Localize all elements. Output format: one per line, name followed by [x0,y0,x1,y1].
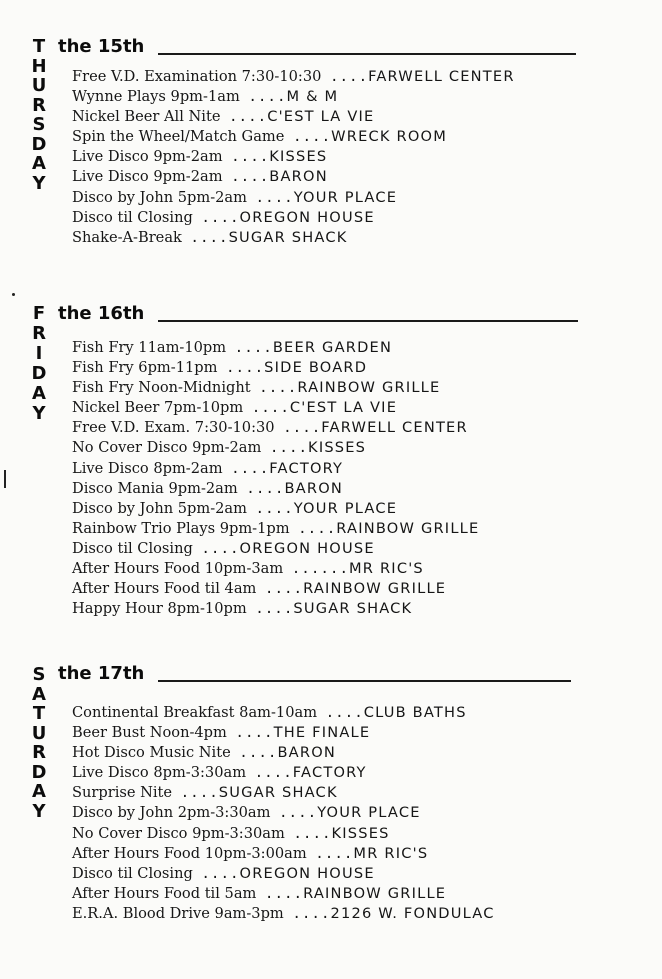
event-item [72,147,515,167]
event-dot-leader: .... [226,360,265,377]
event-venue: YOUR PLACE [317,804,421,822]
event-dot-leader: .... [269,440,309,457]
event-item [72,378,479,398]
event-item [72,703,495,723]
event-name: Beer Bust Noon-4pm [72,724,227,742]
thursday-letter: Y [32,172,46,194]
thursday-letter: T [32,36,46,57]
friday-letter: I [35,343,43,364]
event-dot-leader: .... [254,765,293,782]
event-venue: RAINBOW GRILLE [336,519,480,537]
event-name: E.R.A. Blood Drive 9am-3pm [72,904,284,922]
saturday-letter: U [31,722,47,744]
event-item [72,539,479,559]
event-item [72,208,515,228]
event-dot-leader: .... [255,500,294,517]
event-dot-leader: .... [283,420,322,437]
event-dot-leader: .... [234,340,273,356]
event-dot-leader: .... [251,400,290,417]
friday-letter: R [32,323,46,344]
event-name: No Cover Disco 9pm-3:30am [72,824,285,842]
event-name: Rainbow Trio Plays 9pm-1pm [72,519,290,537]
saturday-letter: Y [32,800,46,822]
event-venue: KISSES [269,148,328,166]
event-venue: RAINBOW GRILLE [297,379,441,397]
event-venue: YOUR PLACE [293,188,398,206]
event-venue: OREGON HOUSE [239,864,375,882]
event-venue: SUGAR SHACK [218,784,338,802]
event-dot-leader: .... [201,540,240,557]
event-item [72,499,479,519]
saturday-letter: A [32,781,46,802]
event-item [72,559,479,579]
event-dot-leader: .... [293,825,332,842]
event-name: Disco til Closing [72,864,193,882]
event-item [72,884,495,904]
event-name: Nickel Beer 7pm-10pm [72,399,244,417]
event-name: Live Disco 8pm-3:30am [72,764,247,782]
event-item [72,904,495,924]
event-name: Disco by John 5pm-2am [72,188,247,206]
event-dot-leader: .... [298,520,337,537]
event-venue: FARWELL CENTER [368,68,515,85]
saturday-letter: D [31,761,47,783]
event-item [72,418,479,438]
event-dot-leader: .... [231,149,270,166]
event-item [72,783,495,803]
event-item [72,188,515,208]
event-venue: BARON [269,168,328,186]
thursday-date: the 15th [58,36,145,57]
event-venue: SUGAR SHACK [293,600,413,618]
thursday-letter: D [31,133,47,155]
event-venue: BARON [277,744,336,762]
event-dot-leader: .... [279,805,318,822]
event-name: After Hours Food til 4am [72,580,257,598]
event-item [72,167,515,187]
event-name: Disco by John 5pm-2am [72,499,247,517]
thursday-letter: R [32,94,46,116]
event-name: Wynne Plays 9pm-1am [72,88,240,106]
event-name: Continental Breakfast 8am-10am [72,704,318,721]
event-name: No Cover Disco 9pm-2am [72,439,262,457]
event-dot-leader: .... [180,785,219,802]
friday-letter: D [31,363,47,384]
event-venue: RAINBOW GRILLE [303,884,447,902]
event-name: Live Disco 9pm-2am [72,168,223,186]
event-venue: 2126 W. FONDULAC [330,904,495,922]
event-name: Disco by John 2pm-3:30am [72,804,271,822]
event-venue: M & M [286,88,339,106]
friday-event-list [72,338,479,619]
event-dot-leader: .... [255,189,294,206]
friday-letter: Y [32,403,46,424]
event-item [72,479,479,499]
friday-letter: F [32,303,46,324]
thursday-event-list [72,67,515,248]
event-name: Disco til Closing [72,539,193,557]
event-item [72,398,479,418]
event-item [72,864,495,884]
saturday-vertical-label [28,665,50,821]
event-name: Fish Fry 11am-10pm [72,339,227,356]
event-name: Live Disco 9pm-2am [72,148,223,166]
event-item [72,358,479,378]
saturday-event-list [72,703,495,924]
event-dot-leader: .... [315,845,354,862]
thursday-vertical-label [28,37,50,193]
event-name: Fish Fry 6pm-11pm [72,359,218,377]
event-venue: CLUB BATHS [363,704,467,721]
friday-vertical-label [28,304,50,424]
event-venue: FACTORY [292,764,367,782]
event-item [72,338,479,358]
event-item [72,438,479,458]
event-dot-leader: .... [246,480,285,497]
thursday-letter: S [32,114,46,135]
event-dot-leader: .... [190,229,229,246]
event-item [72,844,495,864]
scan-speck [12,293,15,296]
event-name: Free V.D. Examination 7:30-10:30 [72,68,322,85]
event-name: Happy Hour 8pm-10pm [72,600,247,618]
event-dot-leader: .... [201,209,240,226]
event-item [72,127,515,147]
event-venue: MR RIC'S [353,844,429,862]
event-venue: YOUR PLACE [293,499,398,517]
event-name: Live Disco 8pm-2am [72,459,223,477]
thursday-letter: A [32,153,46,174]
saturday-heading [58,663,144,684]
friday-letter: A [32,383,46,404]
event-item [72,803,495,823]
saturday-date: the 17th [58,663,145,684]
event-dot-leader: .... [264,885,304,902]
event-name: After Hours Food 10pm-3:00am [72,844,307,862]
scan-speck [4,470,6,488]
event-name: Fish Fry Noon-Midnight [72,379,251,397]
event-dot-leader: .... [255,601,294,618]
event-dot-leader: .... [231,169,270,186]
event-venue: C'EST LA VIE [267,108,375,126]
event-name: Free V.D. Exam. 7:30-10:30 [72,419,275,437]
event-dot-leader: .... [292,129,332,146]
event-item [72,743,495,763]
event-venue: C'EST LA VIE [289,399,398,417]
saturday-letter: A [32,683,46,705]
friday-heading-rule [158,320,578,322]
event-dot-leader: .... [259,380,298,397]
event-item [72,519,479,539]
event-item [72,107,515,127]
event-venue: WRECK ROOM [331,128,448,146]
saturday-heading-rule [158,680,571,682]
event-name: Disco til Closing [72,208,193,226]
event-dot-leader: .... [325,705,364,721]
event-item [72,723,495,743]
event-dot-leader: .... [239,745,278,762]
event-item [72,824,495,844]
thursday-letter: H [31,55,47,77]
thursday-letter: U [31,75,47,96]
event-venue: KISSES [331,824,390,842]
saturday-letter: S [32,664,46,685]
event-venue: THE FINALE [273,724,371,742]
event-venue: MR RIC'S [349,560,424,578]
event-name: Hot Disco Music Nite [72,744,231,762]
event-item [72,459,479,479]
event-venue: FACTORY [269,459,344,477]
friday-date: the 16th [58,303,145,324]
event-name: Surprise Nite [72,784,173,802]
event-name: Nickel Beer All Nite [72,108,221,126]
saturday-letter: T [32,703,46,724]
event-item [72,579,479,599]
event-name: Shake-A-Break [72,228,182,246]
event-dot-leader: ...... [291,561,349,578]
event-venue: BARON [284,479,343,497]
friday-heading [58,303,144,324]
event-venue: SUGAR SHACK [228,228,348,246]
event-item [72,599,479,619]
event-dot-leader: .... [248,89,287,106]
event-dot-leader: .... [231,460,270,477]
event-venue: KISSES [308,439,367,457]
event-name: Disco Mania 9pm-2am [72,479,238,497]
event-dot-leader: .... [329,69,369,85]
event-venue: OREGON HOUSE [239,539,375,557]
event-dot-leader: .... [264,581,304,598]
event-venue: BEER GARDEN [272,339,393,356]
thursday-heading-rule [158,53,576,55]
event-item [72,87,515,107]
event-name: After Hours Food til 5am [72,884,257,902]
event-dot-leader: .... [201,865,240,882]
event-name: After Hours Food 10pm-3am [72,560,284,578]
saturday-letter: R [32,742,46,763]
event-dot-leader: .... [235,725,274,742]
event-venue: RAINBOW GRILLE [303,580,447,598]
thursday-heading [58,36,144,57]
event-venue: SIDE BOARD [264,359,368,377]
event-item [72,228,515,248]
event-dot-leader: .... [229,109,268,126]
event-venue: OREGON HOUSE [239,208,375,226]
event-venue: FARWELL CENTER [321,419,468,437]
event-name: Spin the Wheel/Match Game [72,128,285,146]
event-dot-leader: .... [292,905,331,922]
event-item [72,763,495,783]
event-item [72,67,515,87]
